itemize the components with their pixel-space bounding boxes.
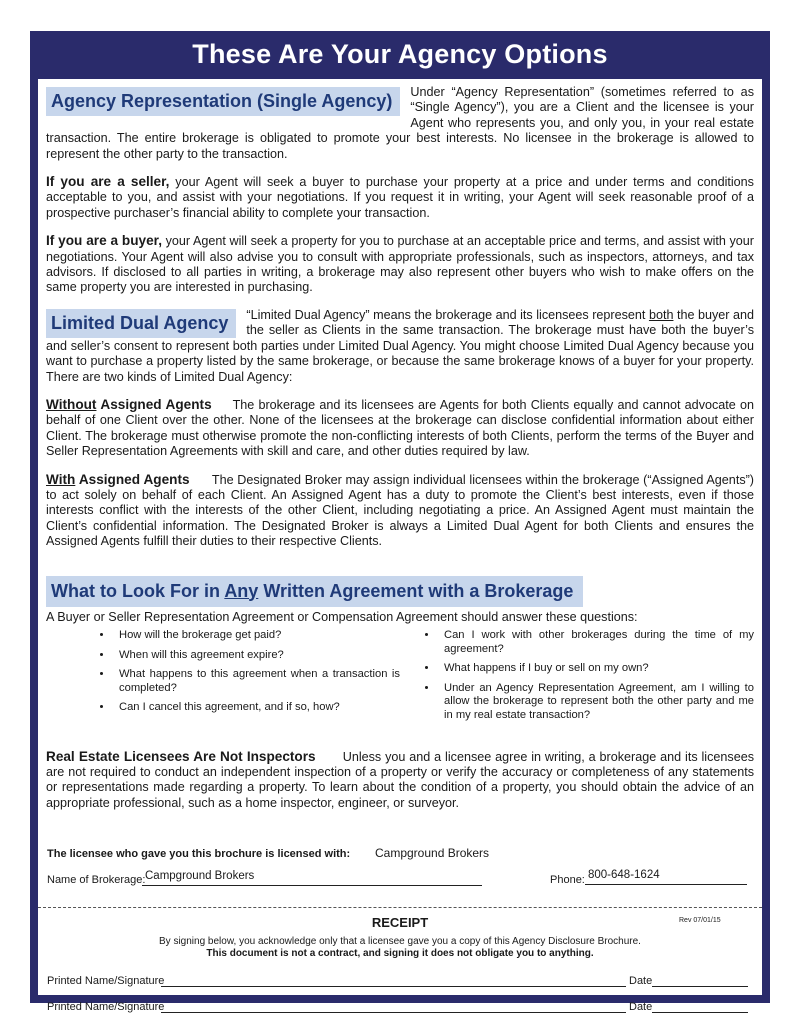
list-item: • What happens if I buy or sell on my own? [438,662,754,676]
phone-field[interactable] [585,869,747,885]
agreement-section [46,576,754,729]
signature-label-1: Printed Name/Signature [47,975,165,987]
question-list [46,629,754,729]
licensee-label: The licensee who gave you this brochure is licensed with: [47,848,351,860]
list-item: • How will the brokerage get paid? [113,629,400,643]
receipt-divider [38,907,762,908]
with-assigned-agents-paragraph [46,472,754,550]
dual-agency-heading: Limited Dual Agency [46,309,236,338]
agreement-intro: A Buyer or Seller Representation Agreement or Compensation Agreement should answer these questions: [46,609,638,624]
question-column-left [46,629,400,729]
list-item: • When will this agreement expire? [113,649,400,663]
document-body [38,79,762,1013]
seller-text: your Agent will seek a buyer to purchase your property at a price and under terms and conditions acceptable to you, and assist with your negotiations. If you request it in writing, your Agent will seek reasonable proof of a prospective purchaser’s financial ability to complete your transaction. [46,175,754,220]
inspectors-paragraph [46,749,754,812]
signature-field-2[interactable] [161,1002,626,1013]
brokerage-field[interactable] [142,870,482,886]
list-item: • Under an Agency Representation Agreement, am I willing to allow the brokerage to represent both the other party and me in my real estate transaction? [438,682,754,723]
list-item: • Can I cancel this agreement, and if so, how? [113,701,400,715]
date-label-2: Date [629,1001,653,1013]
date-field-2[interactable] [652,1002,748,1013]
content-column [46,85,754,823]
with-assigned-agents-text: The Designated Broker may assign individual licensees within the brokerage (“Assigned Agents”) to act solely on behalf of each Client. An Assigned Agent has a duty to promote the Client’s best interests, even if those interests conflict with the interests of the other Client, including negotiating a price. An Assigned Agent must maintain the Client’s confidential information. The Designated Broker is always a Limited Dual Agent for both Clients and ensures the Assigned Agents fulfill their duties to their respective Clients. [46,472,754,549]
buyer-lead: If you are a buyer, [46,233,162,249]
seller-lead: If you are a seller, [46,174,170,190]
phone-label: Phone: [550,874,585,886]
receipt-acknowledgement: By signing below, you acknowledge only that a licensee gave you a copy of this Agency Disclosure Brochure. [159,936,641,947]
dual-agency-text-post: the buyer and the seller as Clients in the same transaction. The brokerage must have both the buyer’s and seller’s consent to represent both parties under Limited Dual Agency. You might choose Limited Dual Agency because you want to purchase a property listed by the same brokerage, or because the same brokerage knows of a buyer for your property. There are two kinds of Limited Dual Agency: [46,307,754,384]
revision-label: Rev 07/01/15 [679,917,721,924]
dual-agency-intro [46,308,754,385]
seller-paragraph [46,174,754,221]
buyer-paragraph [46,233,754,296]
receipt-notice: This document is not a contract, and signing it does not obligate you to anything. [206,948,594,959]
receipt-title: RECEIPT [371,915,429,930]
inspectors-lead: Real Estate Licensees Are Not Inspectors [46,748,316,764]
list-item: • Can I work with other brokerages during the time of my agreement? [438,629,754,656]
without-assigned-agents-paragraph [46,397,754,460]
date-label-1: Date [629,975,653,987]
licensee-value: Campground Brokers [375,846,490,860]
question-column-right [400,629,754,729]
list-item: • What happens to this agreement when a transaction is completed? [113,668,400,695]
signature-field-1[interactable] [161,976,626,987]
signature-label-2: Printed Name/Signature [47,1001,165,1013]
buyer-text: your Agent will seek a property for you to purchase at an acceptable price and terms, and assist with your negotiations. Your Agent will also advise you to consult with appropriate professionals, such as inspectors, attorneys, and tax advisors. If disclosed to all parties in writing, a brokerage may also represent other buyers who wish to make offers on the same property you are interested in purchasing. [46,234,755,295]
document-frame [30,31,770,1013]
agreement-heading: What to Look For in Any Written Agreement with a Brokerage [46,576,583,607]
single-agency-text: Under “Agency Representation” (sometimes referred to as “Single Agency”), you are a Client and the licensee is your Agent who represents you, and only you, in your real estate transaction. The entire brokerage is obligated to promote your best interests. No licensee in the brokerage is allowed to represent the other party to the transaction. [46,85,754,161]
single-agency-heading: Agency Representation (Single Agency) [46,87,400,116]
without-assigned-agents-lead: Without Assigned Agents [46,396,212,412]
date-field-1[interactable] [652,976,748,987]
inspectors-text: Unless you and a licensee agree in writing, a brokerage and its licensees are not required to conduct an independent inspection of a property or verify the accuracy or completeness of any statements or representations made regarding a property. To learn about the condition of a property, you should obtain the advice of an appropriate professional, such as a home inspector, engineer, or surveyor. [46,749,754,810]
dual-agency-text-pre: “Limited Dual Agency” means the brokerage and its licensees represent [246,307,649,322]
dual-agency-both: both [648,307,674,322]
brokerage-value: Campground Brokers [145,870,255,882]
without-assigned-agents-text: The brokerage and its licensees are Agents for both Clients equally and cannot advocate on behalf of one Client over the other. None of the licensees at the brokerage can disclose confidential information about either Client. The brokerage must otherwise promote the non-conflicting interests of both Clients, perform the terms of the Buyer and Seller Representation Agreements with skill and care, and other duties required by law. [46,397,754,459]
phone-value: 800-648-1624 [588,869,660,881]
page-title: These Are Your Agency Options [192,39,608,69]
single-agency-intro [46,85,754,162]
with-assigned-agents-lead: With Assigned Agents [46,471,190,487]
brokerage-label: Name of Brokerage: [47,874,146,886]
